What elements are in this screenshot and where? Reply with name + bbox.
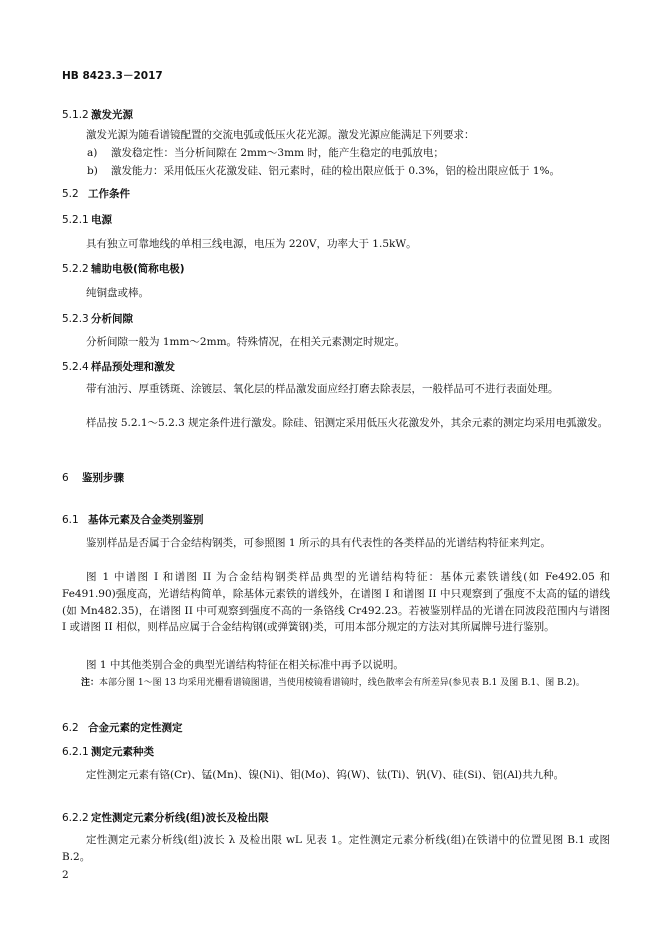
paragraph: 图 1 中其他类别合金的典型光谱结构特征在相关标准中再予以说明。 [86, 659, 404, 671]
section-heading-6-2 [62, 721, 183, 735]
section-number: 5.1.2 [62, 109, 89, 121]
paragraph: 分析间隙一般为 1mm～2mm。特殊情况，在相关元素测定时规定。 [86, 336, 406, 348]
paragraph: 激发光源为随看谱镜配置的交流电弧或低压火花光源。激发光源应能满足下列要求： [86, 129, 475, 141]
paragraph: 具有独立可靠地线的单相三线电源，电压为 220V，功率大于 1.5kW。 [86, 238, 417, 250]
paragraph: 带有油污、厚重锈斑、涂镀层、氧化层的样品激发面应经打磨去除表层，一般样品可不进行表面处理。 [86, 383, 559, 395]
section-title: 测定元素种类 [91, 746, 154, 758]
list-text: 激发能力：采用低压火花激发硅、铝元素时，硅的检出限应低于 0.3%，铝的检出限应低于 1%。 [111, 165, 561, 177]
list-label: b) [87, 165, 98, 177]
section-number: 5.2.1 [62, 214, 89, 226]
list-label: a) [87, 147, 98, 159]
list-item [87, 145, 444, 162]
list-text: 激发稳定性：当分析间隙在 2mm～3mm 时，能产生稳定的电弧放电； [111, 147, 444, 159]
section-heading-6-2-2 [62, 811, 269, 825]
section-title: 分析间隙 [91, 313, 133, 325]
section-heading-6-1 [62, 513, 204, 527]
section-title: 鉴别步骤 [82, 472, 124, 484]
section-number: 5.2.2 [62, 263, 89, 275]
note-label: 注： [81, 678, 100, 688]
paragraph: 样品按 5.2.1～5.2.3 规定条件进行激发。除硅、铝测定采用低压火花激发外，其余元素的测定均采用电弧激发。 [86, 417, 609, 429]
paragraph: 纯铜盘或棒。 [86, 287, 149, 299]
list-item [87, 163, 560, 180]
section-number: 5.2.3 [62, 313, 89, 325]
section-title: 电源 [91, 214, 112, 226]
section-number: 6.1 [62, 514, 79, 526]
section-number: 5.2.4 [62, 361, 89, 373]
paragraph: 定性测定元素分析线(组)波长 λ 及检出限 wL 见表 1。定性测定元素分析线(组)在铁谱中的位置见图 B.1 或图 B.2。 [62, 834, 610, 863]
section-number: 6 [62, 472, 69, 484]
section-number: 6.2.2 [62, 812, 89, 824]
section-heading-5-2-4 [62, 360, 175, 374]
section-heading-5-2-2 [62, 262, 185, 276]
page-number: 2 [62, 869, 69, 881]
section-title: 样品预处理和激发 [91, 361, 175, 373]
note [81, 675, 611, 692]
section-title: 基体元素及合金类别鉴别 [88, 514, 204, 526]
section-title: 定性测定元素分析线(组)波长及检出限 [91, 812, 269, 824]
paragraph: 鉴别样品是否属于合金结构钢类，可参照图 1 所示的具有代表性的各类样品的光谱结构特征来判定。 [86, 537, 551, 549]
section-number: 5.2 [62, 188, 79, 200]
section-title: 工作条件 [88, 188, 130, 200]
paragraph: 图 1 中谱图 I 和谱图 II 为合金结构钢类样品典型的光谱结构特征：基体元素铁谱线(如 Fe492.05 和 Fe491.90)强度高，光谱结构简单，除基体元素铁的谱线外，在谱图 I 和谱图 II 中只观察到了强度不太高的锰的谱线(如 Mn482.35)，在谱图 II 中可观察到强度不高的一条铬线 Cr492.23。若被鉴别样品的光谱在同波段范围内与谱图 I 或谱图 II 相似，则样品应属于合金结构钢(或弹簧钢)类，可用本部分规定的方法对其所属牌号进行鉴别。 [62, 571, 610, 634]
section-heading-5-2 [62, 187, 130, 201]
standard-code-header: HB 8423.3－2017 [62, 70, 163, 82]
section-heading-5-2-1 [62, 213, 112, 227]
section-number: 6.2.1 [62, 746, 89, 758]
section-heading-5-1-2 [62, 108, 133, 122]
section-heading-5-2-3 [62, 312, 133, 326]
section-heading-6 [62, 471, 124, 485]
paragraph: 定性测定元素有铬(Cr)、锰(Mn)、镍(Ni)、钼(Mo)、钨(W)、钛(Ti)、钒(V)、硅(Si)、铝(Al)共九种。 [86, 769, 565, 781]
section-title: 合金元素的定性测定 [88, 722, 183, 734]
note-text: 本部分图 1～图 13 均采用光栅看谱镜图谱，当使用棱镜看谱镜时，线色散率会有所差异(参见表 B.1 及图 B.1、图 B.2)。 [99, 678, 585, 688]
section-title: 辅助电极(简称电极) [91, 263, 185, 275]
section-heading-6-2-1 [62, 745, 154, 759]
section-title: 激发光源 [91, 109, 133, 121]
section-number: 6.2 [62, 722, 79, 734]
